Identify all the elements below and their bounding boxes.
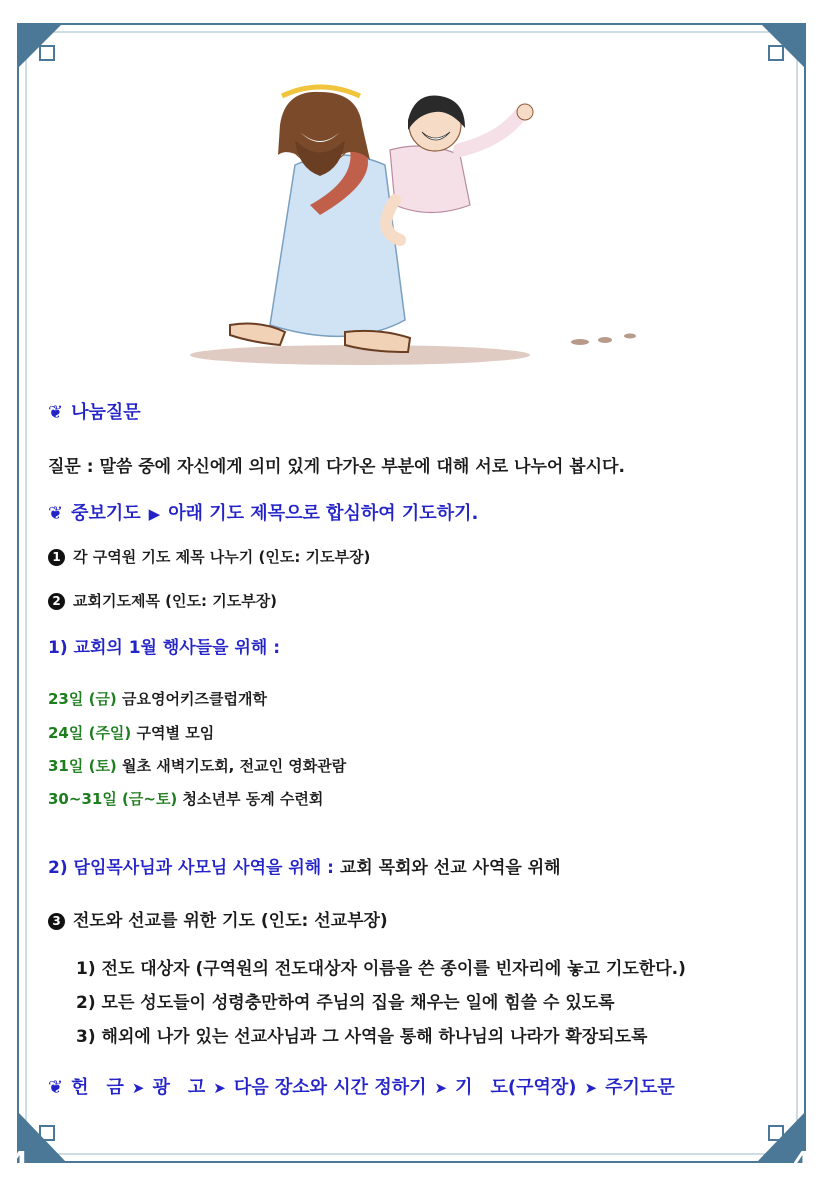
prayer-item-3-text: 전도와 선교를 위한 기도 (인도: 선교부장) [73,911,388,931]
number-bullet-1: 1 [48,549,65,566]
sharing-heading [48,398,141,424]
number-bullet-3: 3 [48,913,65,930]
fleuron-icon: ❦ [48,503,64,524]
event-row [48,688,267,709]
pastor-prayer-label: 2) 담임목사님과 사모님 사역을 위해 : [48,858,334,878]
step-next-meeting: 다음 장소와 시간 정하기 [233,1077,427,1098]
fleuron-icon: ❦ [48,402,64,423]
event-desc: 월초 새벽기도회, 전교인 영화관람 [122,757,347,775]
step-prayer: 기 도(구역장) [455,1077,577,1098]
prayer-heading [48,499,478,525]
event-desc: 금요영어키즈클럽개학 [122,690,267,708]
prayer-item-1 [48,546,370,567]
fleuron-icon: ❦ [48,1077,64,1098]
event-date: 30~31일 (금~토) [48,790,178,808]
event-date: 24일 (주일) [48,724,132,742]
event-date: 31일 (토) [48,757,117,775]
mission-item: 3) 해외에 나가 있는 선교사님과 그 사역을 통해 하나님의 나라가 확장되도록 [76,1027,648,1047]
step-offering: 헌 금 [71,1077,124,1098]
sharing-title: 나눔질문 [71,402,141,423]
arrow-icon: ➤ [434,1079,448,1097]
prayer-item-3 [48,906,388,931]
church-events-heading: 1) 교회의 1월 행사들을 위해 : [48,638,281,658]
step-lords-prayer: 주기도문 [605,1077,675,1098]
jesus-carrying-child-illustration [160,70,680,370]
prayer-item-2-text: 교회기도제목 (인도: 기도부장) [73,592,278,610]
sharing-question: 질문 : 말씀 중에 자신에게 의미 있게 다가온 부분에 대해 서로 나누어 봅시다. [48,457,625,477]
prayer-subtitle: 아래 기도 제목으로 합심하여 기도하기. [168,503,479,524]
number-bullet-2: 2 [48,593,65,610]
page-number-left: 4 [10,1147,29,1177]
mission-item: 2) 모든 성도들이 성령충만하여 주님의 집을 채우는 일에 힘쓸 수 있도록 [76,993,615,1013]
event-desc: 청소년부 동계 수련회 [182,790,324,808]
prayer-item-2 [48,590,277,611]
event-row [48,722,214,743]
arrow-icon: ➤ [213,1079,226,1097]
meeting-order-steps [48,1073,675,1099]
event-date: 23일 (금) [48,690,117,708]
step-announcements: 광 고 [152,1077,206,1098]
prayer-item-1-text: 각 구역원 기도 제목 나누기 (인도: 기도부장) [73,548,371,566]
event-desc: 구역별 모임 [136,724,215,742]
arrow-icon: ➤ [584,1079,598,1097]
page-number-right: 4 [792,1147,811,1177]
pastor-prayer-line [48,853,561,878]
triangle-arrow-icon: ▶ [148,505,161,523]
arrow-icon: ➤ [131,1079,145,1097]
mission-item: 1) 전도 대상자 (구역원의 전도대상자 이름을 쓴 종이를 빈자리에 놓고 기도한다.) [76,959,686,979]
pastor-prayer-text: 교회 목회와 선교 사역을 위해 [339,858,561,878]
event-row [48,788,323,809]
event-row [48,755,346,776]
prayer-title: 중보기도 [71,503,141,524]
